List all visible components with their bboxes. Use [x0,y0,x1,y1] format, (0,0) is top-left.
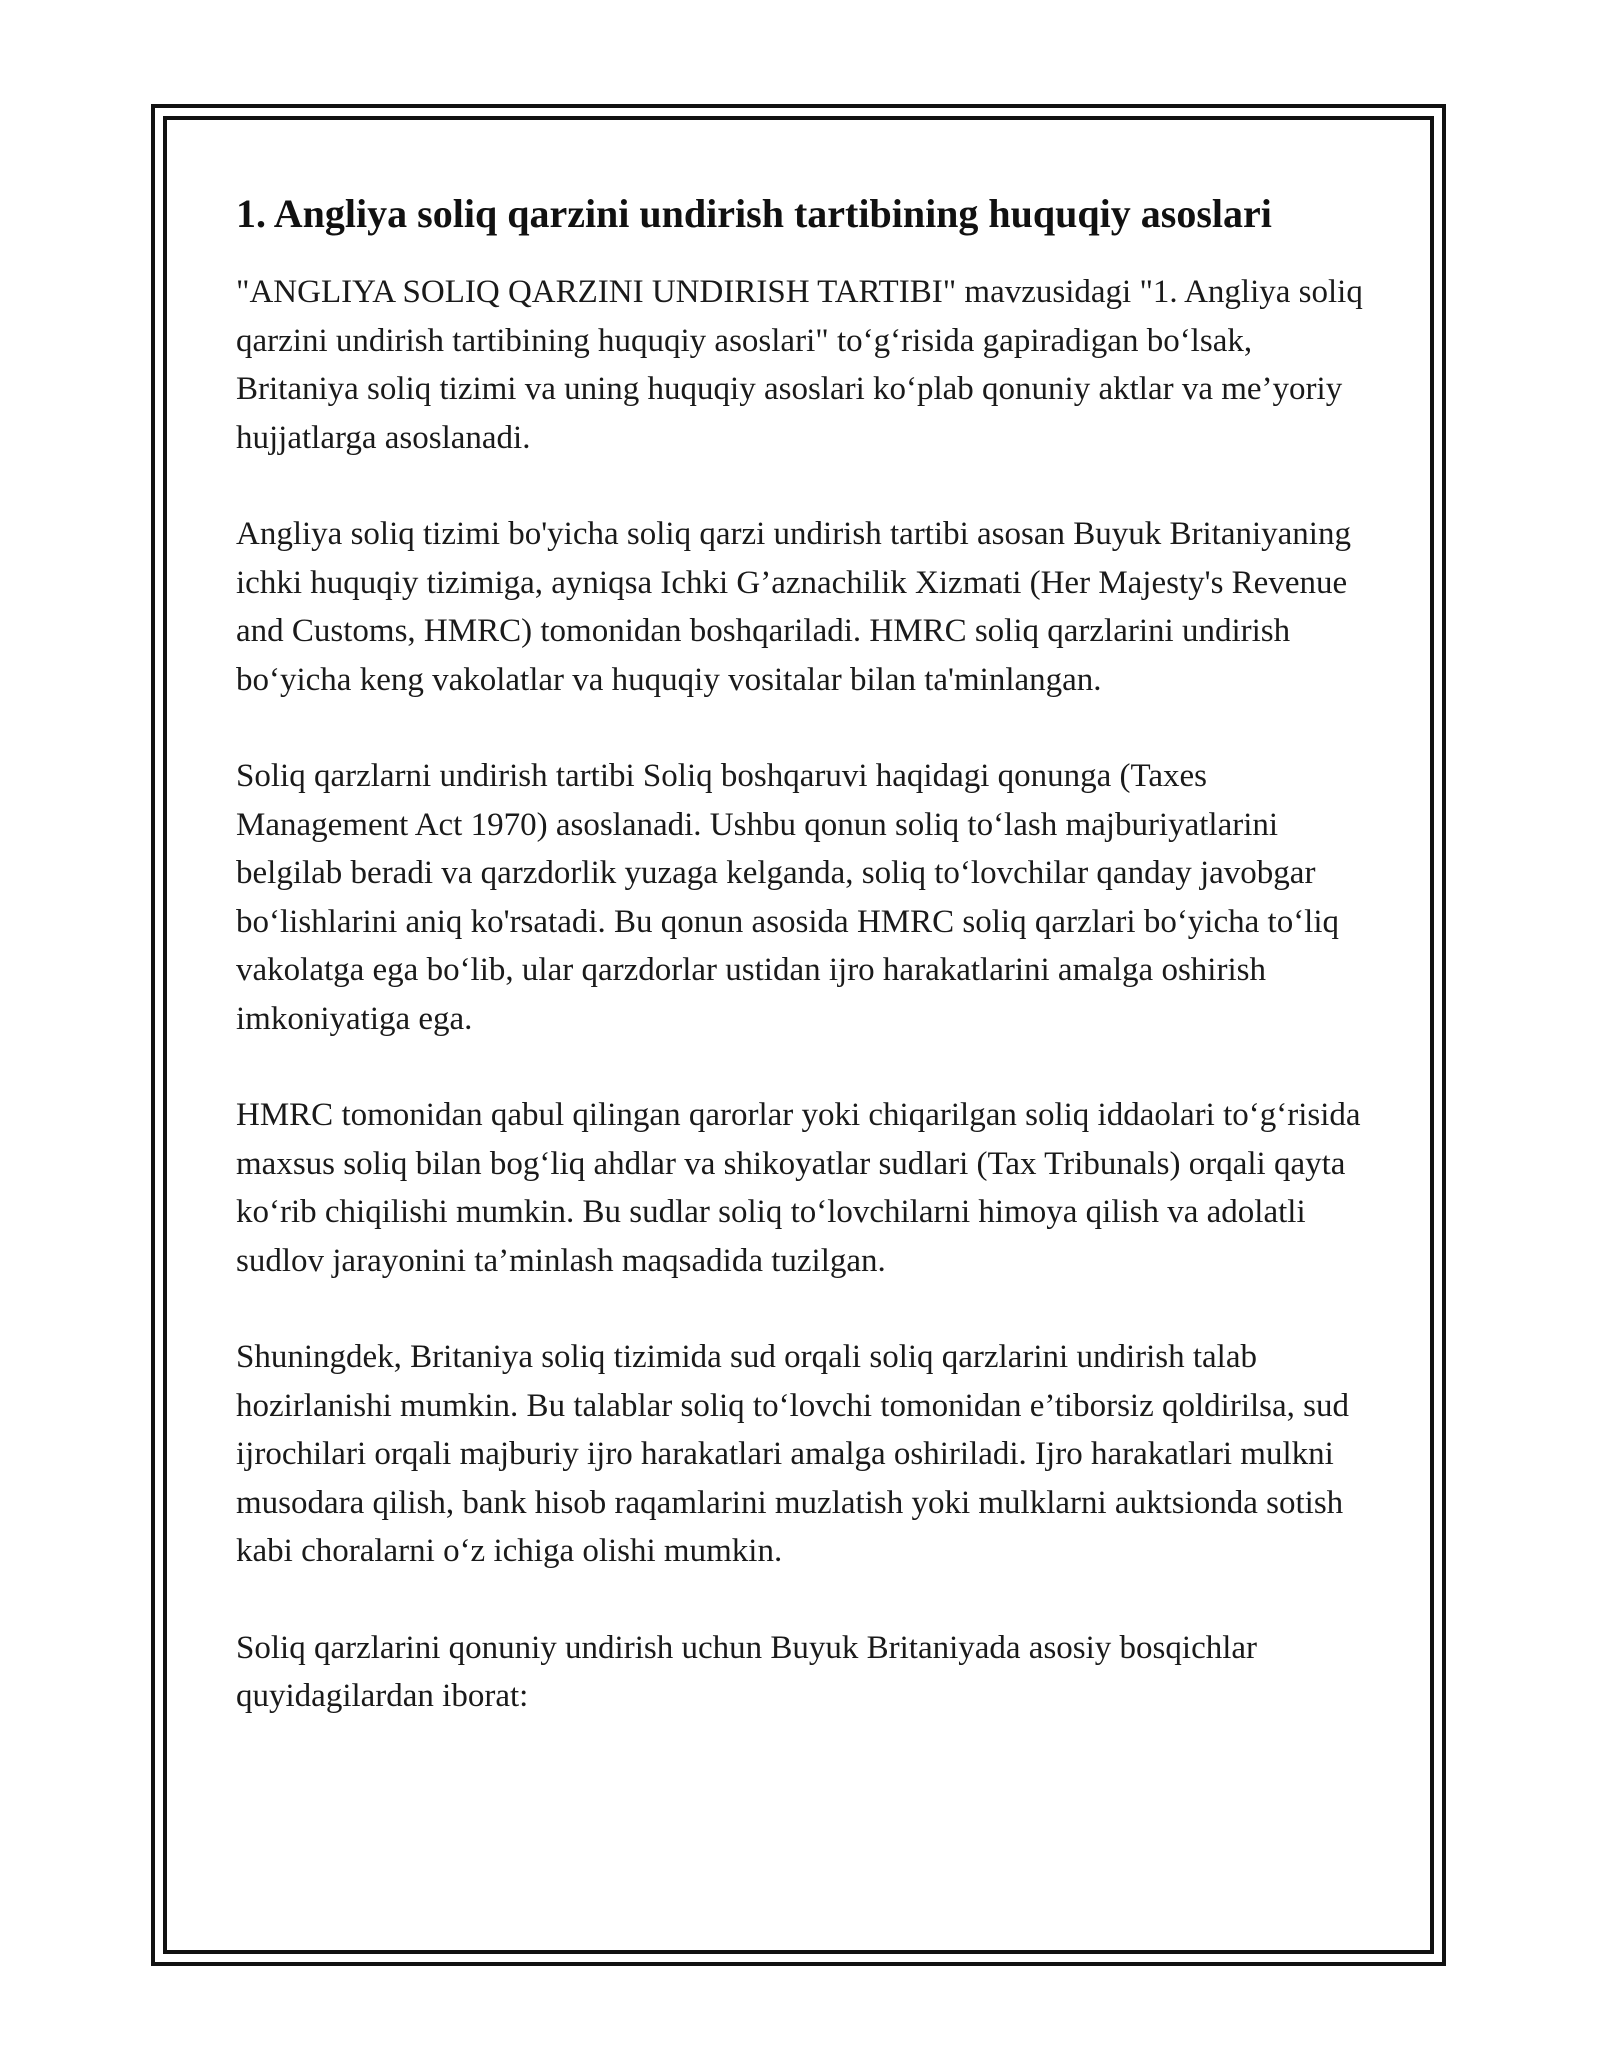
paragraph-4: HMRC tomonidan qabul qilingan qarorlar yoki chiqarilgan soliq iddaolari to‘g‘risida maxsus soliq bilan bog‘liq ahdlar va shikoyatlar sudlari (Tax Tribunals) orqali qayta ko‘rib chiqilishi mumkin. Bu sudlar soliq to‘lovchilarni himoya qilish va adolatli sudlov jarayonini ta’minlash maqsadida tuzilgan. [236,1097,1361,1279]
paragraph-2: Angliya soliq tizimi bo'yicha soliq qarzi undirish tartibi asosan Buyuk Britaniyaning ichki huquqiy tizimiga, ayniqsa Ichki G’aznachilik Xizmati (Her Majesty's Revenue and Customs, HMRC) tomonidan boshqariladi. HMRC soliq qarzlarini undirish bo‘yicha keng vakolatlar va huquqiy vositalar bilan ta'minlangan. [236,516,1351,698]
paragraph-6: Soliq qarzlarini qonuniy undirish uchun Buyuk Britaniyada asosiy bosqichlar quyidagilardan iborat: [236,1629,1258,1714]
paragraph-1: "ANGLIYA SOLIQ QARZINI UNDIRISH TARTIBI" mavzusidagi "1. Angliya soliq qarzini undirish tartibining huquqiy asoslari" to‘g‘risida gapiradigan bo‘lsak, Britaniya soliq tizimi va uning huquqiy asoslari ko‘plab qonuniy aktlar va me’yoriy hujjatlarga asoslanadi. [236,274,1363,456]
section-heading: 1. Angliya soliq qarzini undirish tartibining huquqiy asoslari [236,191,1272,236]
paragraph-5: Shuningdek, Britaniya soliq tizimida sud orqali soliq qarzlarini undirish talab hozirlanishi mumkin. Bu talablar soliq to‘lovchi tomonidan e’tiborsiz qoldirilsa, sud ijrochilari orqali majburiy ijro harakatlari amalga oshiriladi. Ijro harakatlari mulkni musodara qilish, bank hisob raqamlarini muzlatish yoki mulklarni auktsionda sotish kabi choralarni o‘z ichiga olishi mumkin. [236,1339,1349,1569]
document-body [236,190,1376,1769]
paragraph-3: Soliq qarzlarni undirish tartibi Soliq boshqaruvi haqidagi qonunga (Taxes Management Act 1970) asoslanadi. Ushbu qonun soliq to‘lash majburiyatlarini belgilab beradi va qarzdorlik yuzaga kelganda, soliq to‘lovchilar qanday javobgar bo‘lishlarini aniq ko'rsatadi. Bu qonun asosida HMRC soliq qarzlari bo‘yicha to‘liq vakolatga ega bo‘lib, ular qarzdorlar ustidan ijro harakatlarini amalga oshirish imkoniyatiga ega. [236,758,1340,1037]
